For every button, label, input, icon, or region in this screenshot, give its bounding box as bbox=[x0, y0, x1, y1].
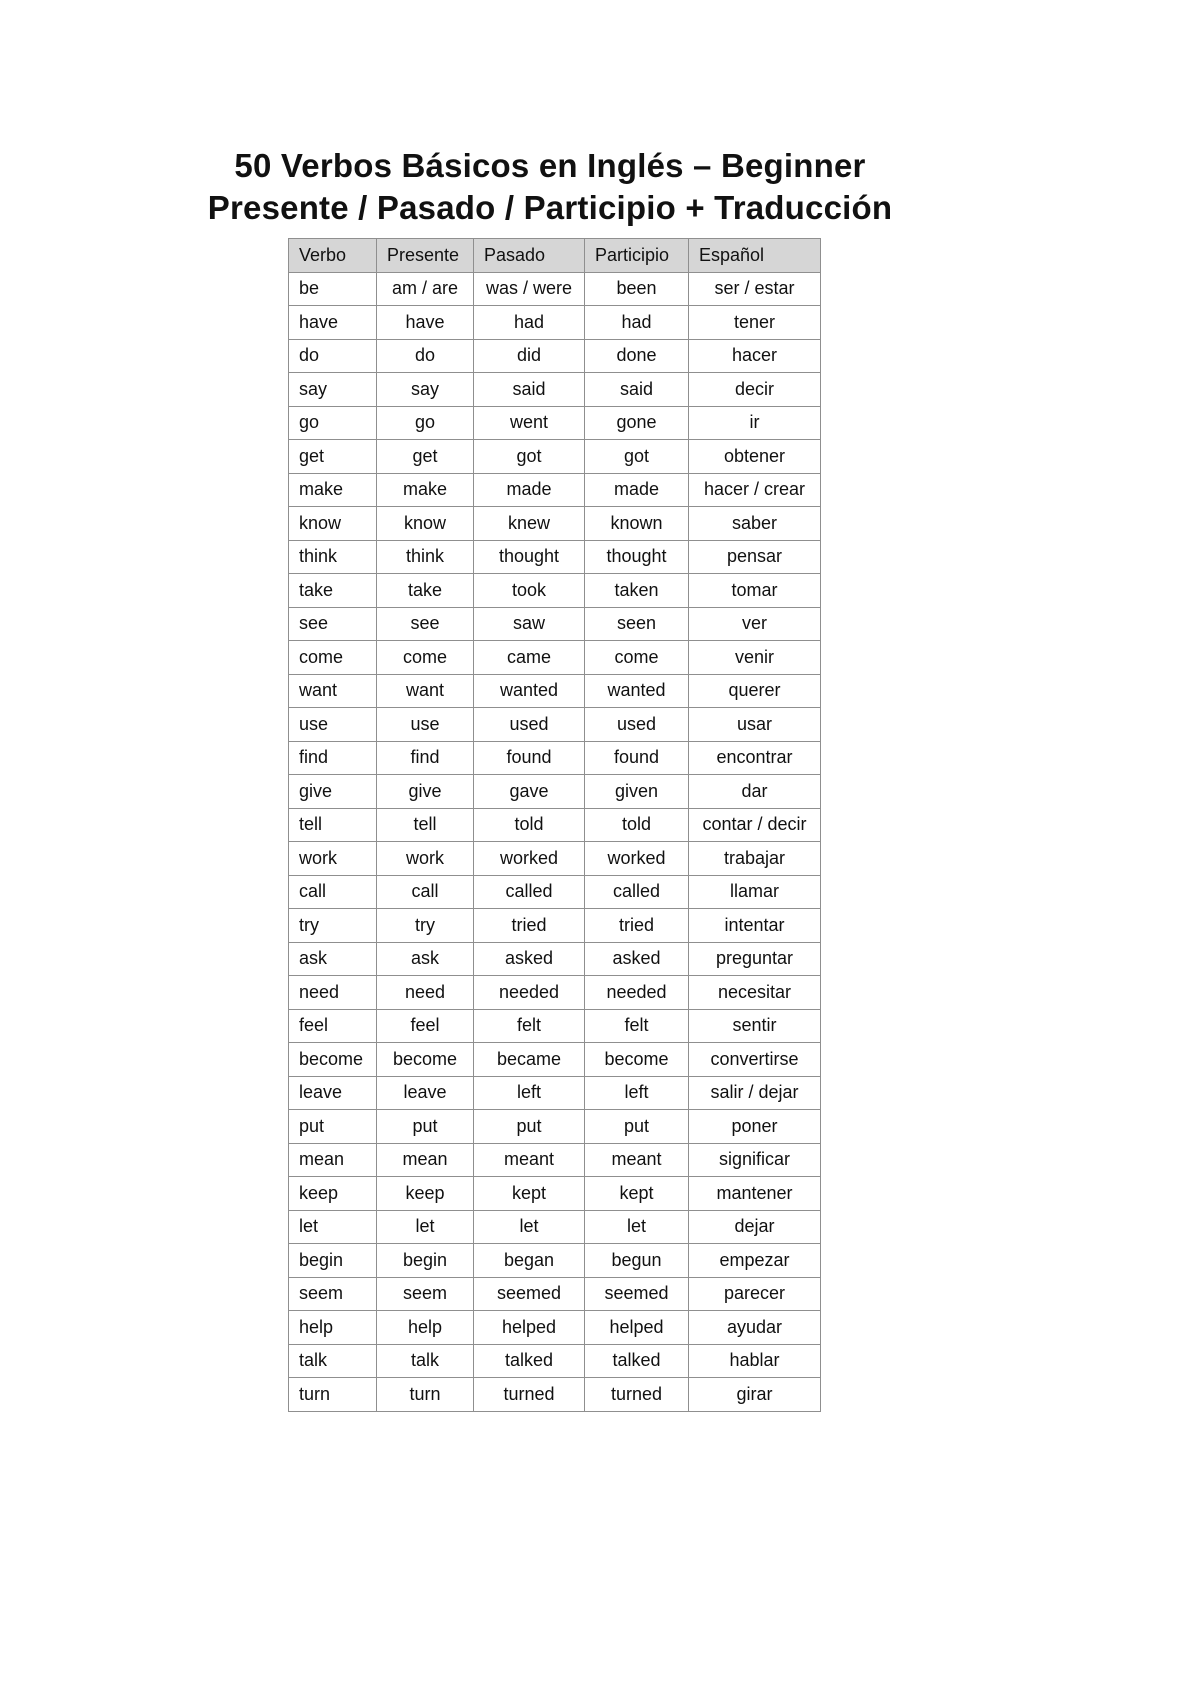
cell-espanol: mantener bbox=[689, 1177, 821, 1211]
cell-espanol: pensar bbox=[689, 540, 821, 574]
table-row bbox=[289, 507, 821, 541]
cell-participio: given bbox=[585, 775, 689, 809]
cell-espanol: empezar bbox=[689, 1244, 821, 1278]
cell-presente: begin bbox=[377, 1244, 474, 1278]
table-row bbox=[289, 440, 821, 474]
table-row bbox=[289, 473, 821, 507]
cell-participio: become bbox=[585, 1043, 689, 1077]
table-row bbox=[289, 942, 821, 976]
cell-pasado: called bbox=[474, 875, 585, 909]
cell-presente: feel bbox=[377, 1009, 474, 1043]
cell-pasado: worked bbox=[474, 842, 585, 876]
table-row bbox=[289, 909, 821, 943]
cell-pasado: thought bbox=[474, 540, 585, 574]
cell-participio: come bbox=[585, 641, 689, 675]
cell-espanol: parecer bbox=[689, 1277, 821, 1311]
cell-participio: gone bbox=[585, 406, 689, 440]
cell-pasado: wanted bbox=[474, 674, 585, 708]
table-row bbox=[289, 842, 821, 876]
cell-pasado: let bbox=[474, 1210, 585, 1244]
table-row bbox=[289, 1210, 821, 1244]
table-row bbox=[289, 641, 821, 675]
cell-pasado: got bbox=[474, 440, 585, 474]
table-row bbox=[289, 1076, 821, 1110]
cell-presente: ask bbox=[377, 942, 474, 976]
cell-verbo: seem bbox=[289, 1277, 377, 1311]
cell-espanol: saber bbox=[689, 507, 821, 541]
header-participio: Participio bbox=[585, 239, 689, 273]
table-row bbox=[289, 1177, 821, 1211]
cell-presente: let bbox=[377, 1210, 474, 1244]
cell-pasado: helped bbox=[474, 1311, 585, 1345]
table-row bbox=[289, 808, 821, 842]
cell-participio: told bbox=[585, 808, 689, 842]
cell-presente: want bbox=[377, 674, 474, 708]
cell-pasado: went bbox=[474, 406, 585, 440]
cell-pasado: took bbox=[474, 574, 585, 608]
cell-espanol: contar / decir bbox=[689, 808, 821, 842]
cell-presente: make bbox=[377, 473, 474, 507]
cell-espanol: hacer / crear bbox=[689, 473, 821, 507]
table-row bbox=[289, 1244, 821, 1278]
table-row bbox=[289, 674, 821, 708]
cell-participio: been bbox=[585, 272, 689, 306]
table-row bbox=[289, 976, 821, 1010]
cell-espanol: salir / dejar bbox=[689, 1076, 821, 1110]
table-row bbox=[289, 708, 821, 742]
cell-participio: meant bbox=[585, 1143, 689, 1177]
cell-espanol: significar bbox=[689, 1143, 821, 1177]
cell-espanol: preguntar bbox=[689, 942, 821, 976]
cell-pasado: came bbox=[474, 641, 585, 675]
cell-espanol: intentar bbox=[689, 909, 821, 943]
cell-presente: do bbox=[377, 339, 474, 373]
cell-espanol: dar bbox=[689, 775, 821, 809]
table-row bbox=[289, 574, 821, 608]
table-row bbox=[289, 1143, 821, 1177]
cell-verbo: see bbox=[289, 607, 377, 641]
cell-pasado: had bbox=[474, 306, 585, 340]
cell-presente: try bbox=[377, 909, 474, 943]
cell-verbo: take bbox=[289, 574, 377, 608]
table-row bbox=[289, 406, 821, 440]
cell-verbo: turn bbox=[289, 1378, 377, 1412]
cell-verbo: use bbox=[289, 708, 377, 742]
cell-verbo: say bbox=[289, 373, 377, 407]
table-row bbox=[289, 306, 821, 340]
cell-espanol: venir bbox=[689, 641, 821, 675]
cell-participio: said bbox=[585, 373, 689, 407]
cell-verbo: talk bbox=[289, 1344, 377, 1378]
cell-espanol: encontrar bbox=[689, 741, 821, 775]
cell-participio: used bbox=[585, 708, 689, 742]
cell-espanol: tomar bbox=[689, 574, 821, 608]
cell-participio: thought bbox=[585, 540, 689, 574]
cell-participio: talked bbox=[585, 1344, 689, 1378]
cell-pasado: told bbox=[474, 808, 585, 842]
table-row bbox=[289, 272, 821, 306]
cell-pasado: used bbox=[474, 708, 585, 742]
cell-espanol: decir bbox=[689, 373, 821, 407]
cell-presente: talk bbox=[377, 1344, 474, 1378]
cell-espanol: sentir bbox=[689, 1009, 821, 1043]
cell-participio: let bbox=[585, 1210, 689, 1244]
cell-espanol: ser / estar bbox=[689, 272, 821, 306]
cell-participio: got bbox=[585, 440, 689, 474]
cell-pasado: asked bbox=[474, 942, 585, 976]
cell-presente: think bbox=[377, 540, 474, 574]
cell-verbo: tell bbox=[289, 808, 377, 842]
cell-presente: turn bbox=[377, 1378, 474, 1412]
cell-presente: seem bbox=[377, 1277, 474, 1311]
cell-espanol: llamar bbox=[689, 875, 821, 909]
cell-pasado: talked bbox=[474, 1344, 585, 1378]
cell-presente: am / are bbox=[377, 272, 474, 306]
cell-espanol: hacer bbox=[689, 339, 821, 373]
cell-presente: work bbox=[377, 842, 474, 876]
cell-espanol: ayudar bbox=[689, 1311, 821, 1345]
cell-presente: say bbox=[377, 373, 474, 407]
table-row bbox=[289, 775, 821, 809]
cell-participio: left bbox=[585, 1076, 689, 1110]
page-title: 50 Verbos Básicos en Inglés – Beginner bbox=[234, 147, 866, 184]
cell-participio: felt bbox=[585, 1009, 689, 1043]
cell-pasado: tried bbox=[474, 909, 585, 943]
table-row bbox=[289, 339, 821, 373]
cell-espanol: girar bbox=[689, 1378, 821, 1412]
cell-pasado: said bbox=[474, 373, 585, 407]
cell-verbo: know bbox=[289, 507, 377, 541]
cell-participio: done bbox=[585, 339, 689, 373]
cell-presente: take bbox=[377, 574, 474, 608]
cell-espanol: dejar bbox=[689, 1210, 821, 1244]
cell-participio: known bbox=[585, 507, 689, 541]
cell-pasado: put bbox=[474, 1110, 585, 1144]
cell-pasado: meant bbox=[474, 1143, 585, 1177]
table-row bbox=[289, 1277, 821, 1311]
table-row bbox=[289, 1344, 821, 1378]
cell-participio: begun bbox=[585, 1244, 689, 1278]
cell-presente: mean bbox=[377, 1143, 474, 1177]
cell-presente: leave bbox=[377, 1076, 474, 1110]
cell-presente: use bbox=[377, 708, 474, 742]
cell-presente: put bbox=[377, 1110, 474, 1144]
cell-espanol: tener bbox=[689, 306, 821, 340]
cell-verbo: think bbox=[289, 540, 377, 574]
cell-presente: call bbox=[377, 875, 474, 909]
cell-espanol: poner bbox=[689, 1110, 821, 1144]
cell-verbo: do bbox=[289, 339, 377, 373]
cell-espanol: usar bbox=[689, 708, 821, 742]
cell-verbo: find bbox=[289, 741, 377, 775]
verbs-table bbox=[288, 238, 821, 1412]
cell-verbo: leave bbox=[289, 1076, 377, 1110]
cell-participio: kept bbox=[585, 1177, 689, 1211]
cell-verbo: have bbox=[289, 306, 377, 340]
table-row bbox=[289, 1110, 821, 1144]
cell-verbo: want bbox=[289, 674, 377, 708]
cell-participio: helped bbox=[585, 1311, 689, 1345]
cell-presente: get bbox=[377, 440, 474, 474]
cell-participio: wanted bbox=[585, 674, 689, 708]
cell-participio: seemed bbox=[585, 1277, 689, 1311]
cell-pasado: kept bbox=[474, 1177, 585, 1211]
cell-pasado: became bbox=[474, 1043, 585, 1077]
cell-verbo: get bbox=[289, 440, 377, 474]
cell-pasado: needed bbox=[474, 976, 585, 1010]
cell-espanol: trabajar bbox=[689, 842, 821, 876]
cell-participio: turned bbox=[585, 1378, 689, 1412]
cell-verbo: become bbox=[289, 1043, 377, 1077]
cell-presente: see bbox=[377, 607, 474, 641]
cell-participio: seen bbox=[585, 607, 689, 641]
cell-participio: had bbox=[585, 306, 689, 340]
table-row bbox=[289, 373, 821, 407]
cell-pasado: seemed bbox=[474, 1277, 585, 1311]
cell-espanol: querer bbox=[689, 674, 821, 708]
cell-pasado: saw bbox=[474, 607, 585, 641]
cell-presente: go bbox=[377, 406, 474, 440]
cell-verbo: begin bbox=[289, 1244, 377, 1278]
header-presente: Presente bbox=[377, 239, 474, 273]
cell-espanol: ver bbox=[689, 607, 821, 641]
cell-participio: needed bbox=[585, 976, 689, 1010]
cell-pasado: found bbox=[474, 741, 585, 775]
cell-verbo: go bbox=[289, 406, 377, 440]
table-row bbox=[289, 540, 821, 574]
cell-pasado: did bbox=[474, 339, 585, 373]
cell-participio: called bbox=[585, 875, 689, 909]
cell-participio: put bbox=[585, 1110, 689, 1144]
table-row bbox=[289, 607, 821, 641]
cell-verbo: call bbox=[289, 875, 377, 909]
table-row bbox=[289, 1009, 821, 1043]
cell-espanol: ir bbox=[689, 406, 821, 440]
cell-presente: tell bbox=[377, 808, 474, 842]
header-espanol: Español bbox=[689, 239, 821, 273]
header-verbo: Verbo bbox=[289, 239, 377, 273]
cell-espanol: necesitar bbox=[689, 976, 821, 1010]
cell-presente: need bbox=[377, 976, 474, 1010]
cell-participio: made bbox=[585, 473, 689, 507]
cell-verbo: put bbox=[289, 1110, 377, 1144]
cell-participio: found bbox=[585, 741, 689, 775]
cell-presente: come bbox=[377, 641, 474, 675]
cell-verbo: work bbox=[289, 842, 377, 876]
cell-verbo: come bbox=[289, 641, 377, 675]
cell-pasado: turned bbox=[474, 1378, 585, 1412]
cell-presente: keep bbox=[377, 1177, 474, 1211]
cell-pasado: felt bbox=[474, 1009, 585, 1043]
cell-presente: help bbox=[377, 1311, 474, 1345]
cell-verbo: need bbox=[289, 976, 377, 1010]
cell-verbo: keep bbox=[289, 1177, 377, 1211]
table-row bbox=[289, 741, 821, 775]
cell-pasado: knew bbox=[474, 507, 585, 541]
cell-participio: taken bbox=[585, 574, 689, 608]
cell-verbo: give bbox=[289, 775, 377, 809]
table-row bbox=[289, 875, 821, 909]
cell-verbo: ask bbox=[289, 942, 377, 976]
cell-verbo: mean bbox=[289, 1143, 377, 1177]
cell-participio: worked bbox=[585, 842, 689, 876]
cell-espanol: obtener bbox=[689, 440, 821, 474]
table-row bbox=[289, 1043, 821, 1077]
cell-verbo: let bbox=[289, 1210, 377, 1244]
cell-presente: know bbox=[377, 507, 474, 541]
page-subtitle: Presente / Pasado / Participio + Traducción bbox=[207, 189, 893, 226]
cell-verbo: try bbox=[289, 909, 377, 943]
table-row bbox=[289, 1378, 821, 1412]
cell-pasado: made bbox=[474, 473, 585, 507]
cell-presente: have bbox=[377, 306, 474, 340]
cell-presente: give bbox=[377, 775, 474, 809]
table-row bbox=[289, 1311, 821, 1345]
cell-presente: find bbox=[377, 741, 474, 775]
table-header-row bbox=[289, 239, 821, 273]
cell-presente: become bbox=[377, 1043, 474, 1077]
cell-verbo: help bbox=[289, 1311, 377, 1345]
cell-verbo: be bbox=[289, 272, 377, 306]
cell-participio: asked bbox=[585, 942, 689, 976]
cell-verbo: feel bbox=[289, 1009, 377, 1043]
cell-pasado: left bbox=[474, 1076, 585, 1110]
cell-pasado: was / were bbox=[474, 272, 585, 306]
cell-pasado: began bbox=[474, 1244, 585, 1278]
cell-espanol: convertirse bbox=[689, 1043, 821, 1077]
cell-pasado: gave bbox=[474, 775, 585, 809]
cell-verbo: make bbox=[289, 473, 377, 507]
cell-participio: tried bbox=[585, 909, 689, 943]
cell-espanol: hablar bbox=[689, 1344, 821, 1378]
header-pasado: Pasado bbox=[474, 239, 585, 273]
